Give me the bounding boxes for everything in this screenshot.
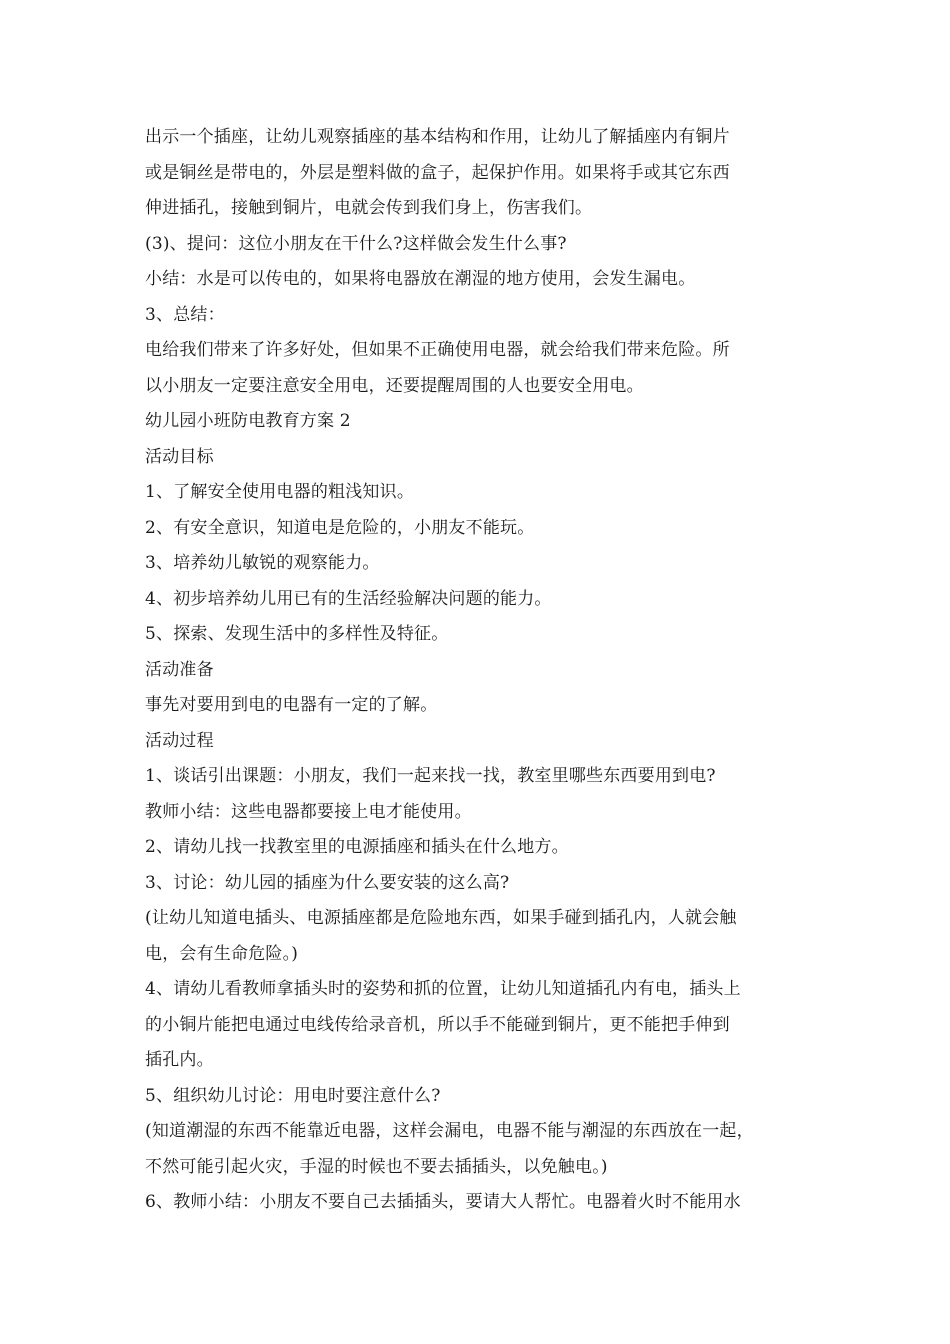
- plan-title: 幼儿园小班防电教育方案 2: [145, 411, 351, 431]
- list-item: 5、探索、发现生活中的多样性及特征。: [145, 624, 449, 644]
- document-body: [145, 120, 825, 1221]
- text-line: 电给我们带来了许多好处，但如果不正确使用电器，就会给我们带来危险。所: [145, 340, 730, 360]
- text-line: 以小朋友一定要注意安全用电，还要提醒周围的人也要安全用电。: [145, 375, 644, 396]
- section-heading: 活动过程: [145, 730, 214, 751]
- list-item: 2、请幼儿找一找教室里的电源插座和插头在什么地方。: [145, 837, 569, 857]
- list-item: 4、初步培养幼儿用已有的生活经验解决问题的能力。: [145, 588, 552, 609]
- list-item: 3、培养幼儿敏锐的观察能力。: [145, 553, 380, 573]
- text-line: (3)、提问：这位小朋友在干什么?这样做会发生什么事?: [145, 233, 567, 254]
- list-item: 1、了解安全使用电器的粗浅知识。: [145, 482, 415, 502]
- text-line: 教师小结：这些电器都要接上电才能使用。: [145, 801, 472, 822]
- text-line: (知道潮湿的东西不能靠近电器，这样会漏电，电器不能与潮湿的东西放在一起，: [145, 1121, 754, 1141]
- list-item: 4、请幼儿看教师拿插头时的姿势和抓的位置，让幼儿知道插孔内有电，插头上: [145, 979, 741, 999]
- section-heading: 活动目标: [145, 446, 214, 467]
- text-line: 事先对要用到电的电器有一定的了解。: [145, 695, 438, 715]
- list-item: 6、教师小结：小朋友不要自己去插插头，要请大人帮忙。电器着火时不能用水: [145, 1192, 741, 1212]
- text-line: 小结：水是可以传电的，如果将电器放在潮湿的地方使用，会发生漏电。: [145, 269, 696, 289]
- text-line: 插孔内。: [145, 1050, 214, 1070]
- section-heading: 活动准备: [145, 659, 214, 680]
- list-item: 3、讨论：幼儿园的插座为什么要安装的这么高?: [145, 872, 510, 893]
- text-line: 不然可能引起火灾，手湿的时候也不要去插插头，以免触电。): [145, 1156, 608, 1177]
- text-line: 电，会有生命危险。): [145, 943, 299, 964]
- list-item: 2、有安全意识，知道电是危险的，小朋友不能玩。: [145, 517, 535, 538]
- text-line: (让幼儿知道电插头、电源插座都是危险地东西，如果手碰到插孔内，人就会触: [145, 908, 737, 928]
- section-heading: 3、总结：: [145, 304, 225, 325]
- text-line: 伸进插孔，接触到铜片，电就会传到我们身上，伤害我们。: [145, 198, 593, 218]
- text-line: 的小铜片能把电通过电线传给录音机，所以手不能碰到铜片，更不能把手伸到: [145, 1014, 730, 1035]
- list-item: 1、谈话引出课题：小朋友，我们一起来找一找，教室里哪些东西要用到电?: [145, 766, 716, 786]
- text-line: 出示一个插座，让幼儿观察插座的基本结构和作用，让幼儿了解插座内有铜片: [145, 127, 730, 147]
- list-item: 5、组织幼儿讨论：用电时要注意什么?: [145, 1085, 441, 1106]
- text-line: 或是铜丝是带电的，外层是塑料做的盒子，起保护作用。如果将手或其它东西: [145, 162, 730, 183]
